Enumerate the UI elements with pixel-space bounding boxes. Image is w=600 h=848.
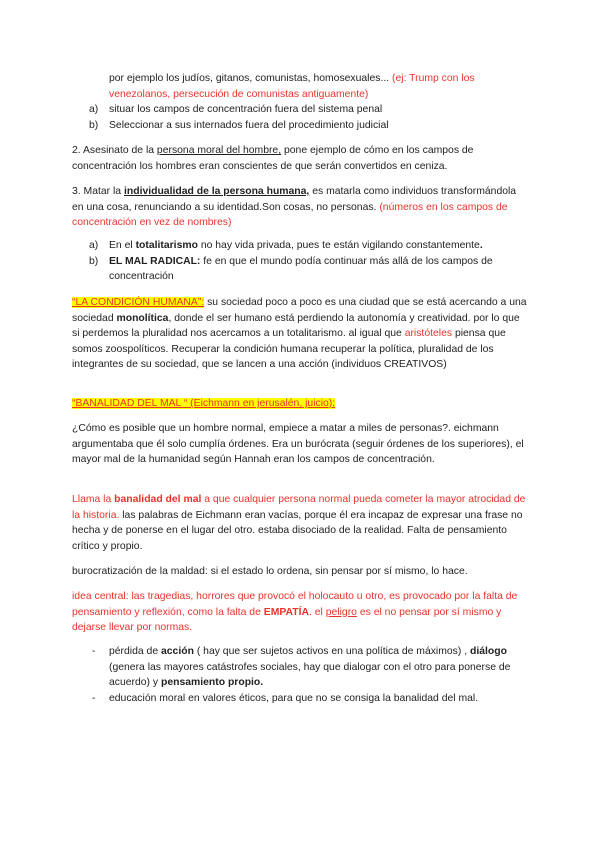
heading-banalidad — [72, 396, 528, 412]
list-totalitarismo — [72, 238, 528, 285]
intro-text: por ejemplo los judíos, gitanos, comunistas, homosexuales... — [109, 73, 390, 84]
list-item-post: no hay vida privada, pues te están vigilando constantemente — [200, 240, 480, 251]
condicion-term: monolítica — [116, 312, 169, 324]
list-item-accion: acción — [161, 646, 194, 657]
condicion-t3: piensa que somos zoospolíticos. Recuperar la condición humana recuperar la política, pluralidad de los integrantes de su sociedad, que se lancen a una acción (individuos CREATIVOS) — [72, 328, 506, 371]
p3-rest: es matarla como individuos transformándola en una cosa, renunciando a su identidad.Son cosas, no personas. — [72, 186, 517, 213]
list-item-post: fe en que el mundo podía continuar más allá de los campos de concentración — [109, 255, 493, 283]
paragraph-2 — [72, 143, 528, 174]
list-item — [72, 102, 528, 118]
paragraph-intro — [72, 71, 528, 102]
p2-term: persona moral del hombre, — [156, 145, 282, 156]
p3-lead: 3. Matar la — [72, 186, 122, 197]
paragraph-banalidad — [72, 492, 528, 554]
p3-note: (números en los campos de concentración en vez de nombres) — [72, 201, 508, 229]
llama-mid: a que cualquier persona normal pueda cometer la mayor atrocidad de la historia. — [72, 494, 526, 521]
paragraph-condicion-humana — [72, 295, 528, 373]
list-item — [72, 238, 528, 254]
list-marker: b) — [89, 255, 99, 267]
list-item-end: . — [479, 240, 483, 251]
list-marker: a) — [89, 104, 99, 115]
list-item-dialogo: diálogo — [470, 646, 507, 657]
list-marker: a) — [89, 240, 99, 251]
list-marker: - — [92, 692, 96, 704]
buro-text: burocratización de la maldad: si el estado lo ordena, sin pensar por sí mismo, lo hace. — [72, 566, 468, 577]
list-item — [72, 254, 528, 285]
llama-rest: las palabras de Eichmann eran vacías, porque él era incapaz de expresar una frase no hecha y de ponerse en el lugar del otro. estaba disociado de la realidad. Falta de pensamiento crítico y propio. — [72, 509, 523, 552]
condicion-t2: , donde el ser humano está perdiendo la autonomía y creatividad. por lo que si perdemos la pluralidad nos acercamos a un totalitarismo. al igual que — [72, 312, 520, 340]
list-penal — [72, 102, 528, 133]
list-item-pensamiento: pensamiento propio. — [160, 677, 264, 689]
list-item-b: ( hay que ser sujetos activos en una política de máximos) , — [196, 646, 468, 657]
list-conclusiones — [72, 644, 528, 706]
list-item — [72, 118, 528, 134]
list-marker: b) — [89, 119, 99, 131]
list-item-c: (genera las mayores catástrofes sociales, hay que dialogar con el otro para ponerse de acuerdo) y — [109, 661, 511, 689]
list-marker: - — [92, 646, 96, 657]
llama-pre: Llama la — [72, 494, 112, 505]
paragraph-burocratizacion — [72, 564, 528, 580]
intro-note: (ej: Trump con los venezolanos, persecución de comunistas antiguamente) — [109, 73, 475, 100]
eichmann-text: ¿Cómo es posible que un hombre normal, empiece a matar a miles de personas?. eichmann argumentaba que él solo cumplía órdenes. Era un burócrata (seguir órdenes de los superiores), el mayor mal de la humanidad según Hannah eran los campos de concentración. — [72, 423, 524, 466]
paragraph-idea-central — [72, 589, 528, 636]
condicion-t1: su sociedad poco a poco es una ciudad que se está acercando a una sociedad — [72, 297, 527, 324]
list-item-text: situar los campos de concentración fuera del sistema penal — [109, 104, 383, 115]
list-item-text: Seleccionar a sus internados fuera del procedimiento judicial — [109, 119, 389, 131]
p2-lead: 2. Asesinato de la — [72, 145, 155, 156]
list-item-text: educación moral en valores éticos, para que no se consiga la banalidad del mal. — [109, 692, 479, 704]
p3-term: individualidad de la persona humana, — [123, 186, 310, 197]
list-item — [72, 691, 528, 707]
paragraph-eichmann — [72, 421, 528, 468]
condicion-heading: “LA CONDICIÓN HUMANA”: — [72, 297, 205, 308]
condicion-name: aristóteles — [404, 328, 453, 340]
list-item-a: pérdida de — [109, 646, 159, 657]
banalidad-heading: “BANALIDAD DEL MAL “ (Eichmann en jerusalén, juicio): — [72, 398, 336, 409]
list-item-term: EL MAL RADICAL: — [109, 255, 201, 267]
list-item-term: totalitarismo — [135, 240, 198, 251]
idea-mid: . el — [308, 606, 323, 618]
list-item — [72, 644, 528, 691]
idea-peligro: peligro — [325, 606, 357, 618]
list-item-pre: En el — [109, 240, 133, 251]
llama-term: banalidad del mal — [114, 494, 202, 505]
paragraph-3 — [72, 184, 528, 231]
idea-post: es el no pensar por sí mismo y dejarse llevar por normas. — [72, 606, 502, 634]
idea-term: EMPATÍA — [263, 606, 309, 618]
idea-pre: idea central: las tragedias, horrores que provocó el holocauto u otro, es provocado por la falta de pensamiento y reflexión, como la falta de — [72, 591, 518, 618]
p2-rest: pone ejemplo de cómo en los campos de concentración los hombres eran conscientes de que serán convertidos en ceniza. — [72, 145, 474, 172]
